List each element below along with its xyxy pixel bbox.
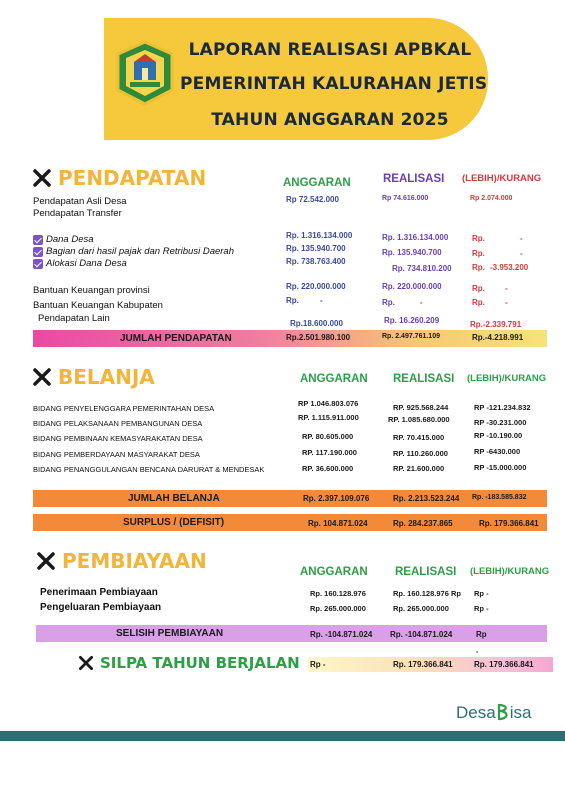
header-banner-stripe	[90, 18, 104, 140]
belanja-row-lebih: RP -121.234.832	[474, 403, 531, 412]
pendapatan-lain-label: Pendapatan Lain	[38, 313, 110, 324]
cross-icon	[78, 655, 94, 671]
pengeluaran-anggaran: Rp. 265.000.000	[310, 604, 366, 613]
jumlah-pendapatan-label: JUMLAH PENDAPATAN	[120, 333, 232, 344]
belanja-row-lebih: RP -10.190.00	[474, 431, 523, 440]
belanja-row-label: BIDANG PEMBINAAN KEMASYARAKATAN DESA	[33, 434, 203, 443]
silpa-anggaran: Rp -	[310, 660, 326, 669]
brand-right: isa	[509, 703, 532, 722]
check-icon	[33, 259, 43, 269]
jumlah-belanja-realisasi: Rp. 2.213.523.244	[393, 494, 460, 503]
cross-icon	[32, 168, 52, 188]
belanja-col-anggaran: ANGGARAN	[300, 373, 368, 385]
bantuan-provinsi-lebih-rp: Rp.	[472, 284, 485, 293]
pendapatan-asli-lebih: Rp 2.074.000	[470, 195, 513, 202]
bantuan-kabupaten-label: Bantuan Keuangan Kabupaten	[33, 300, 163, 311]
village-emblem-icon	[112, 40, 178, 106]
jumlah-belanja-label: JUMLAH BELANJA	[128, 493, 220, 504]
belanja-row-label: BIDANG PELAKSANAAN PEMBANGUNAN DESA	[33, 419, 203, 428]
pendapatan-col-lebih: (LEBIH)/KURANG	[462, 173, 542, 184]
bantuan-kabupaten-realisasi-val: -	[420, 298, 423, 307]
bantuan-kabupaten-lebih-rp: Rp.	[472, 298, 485, 307]
pengeluaran-lebih: Rp -	[474, 604, 489, 613]
belanja-row-lebih: RP -6430.000	[474, 447, 521, 456]
report-title-line3: TAHUN ANGGARAN 2025	[211, 110, 449, 130]
silpa-heading-text: SILPA TAHUN BERJALAN	[100, 654, 300, 672]
belanja-row-label: BIDANG PENANGGULANGAN BENCANA DARURAT & MENDESAK	[33, 465, 265, 474]
surplus-lebih: Rp. 179.366.841	[479, 519, 539, 528]
belanja-row-label: BIDANG PENYELENGGARA PEMERINTAHAN DESA	[33, 404, 215, 413]
check-icon	[33, 235, 43, 245]
jumlah-pendapatan-lebih: Rp.-4.218.991	[472, 333, 524, 342]
pembiayaan-col-realisasi: REALISASI	[395, 566, 457, 578]
cross-icon	[32, 367, 52, 387]
alokasi-dana-lebih-val: -3.953.200	[490, 263, 529, 272]
bagi-hasil-lebih-rp: Rp.	[472, 249, 485, 258]
belanja-heading-text: BELANJA	[58, 365, 155, 389]
belanja-row-label: BIDANG PEMBERDAYAAN MASYARAKAT DESA	[33, 450, 200, 459]
penerimaan-realisasi: Rp. 160.128.976 Rp	[393, 589, 461, 598]
belanja-row-anggaran: RP. 117.190.000	[302, 448, 357, 457]
check-icon	[33, 247, 43, 257]
selisih-anggaran: Rp. -104.871.024	[310, 630, 373, 639]
report-title-line1: LAPORAN REALISASI APBKAL	[188, 40, 472, 60]
selisih-lebih: Rp	[476, 630, 487, 639]
jumlah-belanja-bar	[33, 490, 547, 507]
footer-line	[0, 731, 565, 741]
belanja-row-lebih: RP -15.000.000	[474, 463, 527, 472]
surplus-bar	[33, 514, 547, 531]
dana-desa-realisasi: Rp. 1.316.134.000	[382, 233, 449, 242]
bagi-hasil-lebih-val: -	[520, 249, 523, 258]
bantuan-kabupaten-anggaran-val: -	[320, 296, 323, 305]
alokasi-dana-realisasi: Rp. 734.810.200	[392, 264, 452, 273]
silpa-heading	[78, 654, 300, 672]
belanja-row-realisasi: RP. 1.085.680.000	[388, 415, 450, 424]
surplus-anggaran: Rp. 104.871.024	[308, 519, 368, 528]
jumlah-belanja-anggaran: Rp. 2.397.109.076	[303, 494, 370, 503]
brand-b-icon	[496, 703, 510, 721]
jumlah-pendapatan-anggaran: Rp.2.501.980.100	[286, 333, 351, 342]
report-title-line2: PEMERINTAH KALURAHAN JETIS	[180, 74, 488, 94]
pendapatan-asli-anggaran: Rp 72.542.000	[286, 195, 339, 204]
selisih-realisasi: Rp. -104.871.024	[390, 630, 453, 639]
surplus-label: SURPLUS / (DEFISIT)	[123, 517, 225, 528]
alokasi-dana-lebih-rp: Rp.	[472, 263, 485, 272]
bagi-hasil-label: Bagian dari hasil pajak dan Retribusi Daerah	[46, 246, 235, 257]
pendapatan-col-anggaran: ANGGARAN	[283, 177, 351, 189]
pendapatan-asli-label: Pendapatan Asli Desa	[33, 196, 127, 207]
cross-icon	[36, 551, 56, 571]
pembiayaan-col-anggaran: ANGGARAN	[300, 566, 368, 578]
bantuan-provinsi-anggaran: Rp. 220.000.000	[286, 282, 346, 291]
bantuan-kabupaten-lebih-val: -	[505, 298, 508, 307]
jumlah-belanja-lebih: Rp. -183.585.832	[472, 494, 527, 501]
bagi-hasil-anggaran: Rp. 135.940.700	[286, 244, 346, 253]
pembiayaan-heading	[36, 549, 207, 573]
belanja-row-anggaran: RP 1.046.803.076	[298, 399, 359, 408]
bantuan-provinsi-realisasi: Rp. 220.000.000	[382, 282, 442, 291]
pendapatan-lain-realisasi: Rp. 16.260.209	[384, 316, 440, 325]
belanja-row-realisasi: RP. 21.600.000	[393, 464, 445, 473]
dana-desa-anggaran: Rp. 1.316.134.000	[286, 231, 353, 240]
bantuan-kabupaten-anggaran-rp: Rp.	[286, 296, 299, 305]
surplus-realisasi: Rp. 284.237.865	[393, 519, 453, 528]
silpa-realisasi: Rp. 179.366.841	[393, 660, 453, 669]
belanja-col-lebih: (LEBIH)/KURANG	[467, 373, 547, 384]
pendapatan-asli-realisasi: Rp 74.616.000	[382, 195, 429, 202]
alokasi-dana-anggaran: Rp. 738.763.400	[286, 257, 346, 266]
pembiayaan-col-lebih: (LEBIH)/KURANG	[470, 566, 550, 577]
penerimaan-anggaran: Rp. 160.128.976	[310, 589, 366, 598]
belanja-row-realisasi: RP. 110.260.000	[393, 449, 448, 458]
pendapatan-col-realisasi: REALISASI	[383, 173, 445, 185]
desabisa-logo	[456, 703, 531, 723]
alokasi-dana-label: Alokasi Dana Desa	[46, 258, 127, 269]
brand-left: Desa	[456, 703, 496, 722]
selisih-label: SELISIH PEMBIAYAAN	[116, 628, 224, 639]
belanja-heading	[32, 365, 155, 389]
belanja-row-anggaran: RP. 80.605.000	[302, 432, 354, 441]
dana-desa-label: Dana Desa	[46, 234, 94, 245]
belanja-row-anggaran: RP. 1.115.911.000	[298, 413, 359, 422]
bantuan-provinsi-label: Bantuan Keuangan provinsi	[33, 285, 150, 296]
pendapatan-heading-text: PENDAPATAN	[58, 166, 207, 190]
selisih-dash: -	[476, 647, 479, 656]
pembiayaan-heading-text: PEMBIAYAAN	[62, 549, 207, 573]
pengeluaran-realisasi: Rp. 265.000.000	[393, 604, 449, 613]
belanja-row-anggaran: RP. 36.600.000	[302, 464, 354, 473]
silpa-lebih: Rp. 179.366.841	[474, 660, 534, 669]
bagi-hasil-realisasi: Rp. 135.940.700	[382, 248, 442, 257]
belanja-row-lebih: RP -30.231.000	[474, 418, 527, 427]
belanja-col-realisasi: REALISASI	[393, 373, 455, 385]
selisih-bar	[36, 625, 547, 642]
penerimaan-lebih: Rp -	[474, 589, 489, 598]
jumlah-pendapatan-realisasi: Rp. 2.497.761.109	[382, 333, 440, 340]
pendapatan-transfer-label: Pendapatan Transfer	[33, 208, 122, 219]
belanja-row-realisasi: RP. 70.415.000	[393, 433, 445, 442]
bantuan-provinsi-lebih-val: -	[505, 284, 508, 293]
penerimaan-label: Penerimaan Pembiayaan	[40, 587, 158, 598]
dana-desa-lebih-val: -	[520, 234, 523, 243]
pendapatan-lain-lebih: Rp.-2.339.791	[470, 320, 522, 329]
bantuan-kabupaten-realisasi-rp: Rp.	[382, 298, 395, 307]
belanja-row-realisasi: RP. 925.568.244	[393, 403, 449, 412]
pengeluaran-label: Pengeluaran Pembiayaan	[40, 602, 162, 613]
pendapatan-lain-anggaran: Rp.18.600.000	[290, 319, 343, 328]
pendapatan-heading	[32, 166, 206, 190]
dana-desa-lebih-rp: Rp.	[472, 234, 485, 243]
